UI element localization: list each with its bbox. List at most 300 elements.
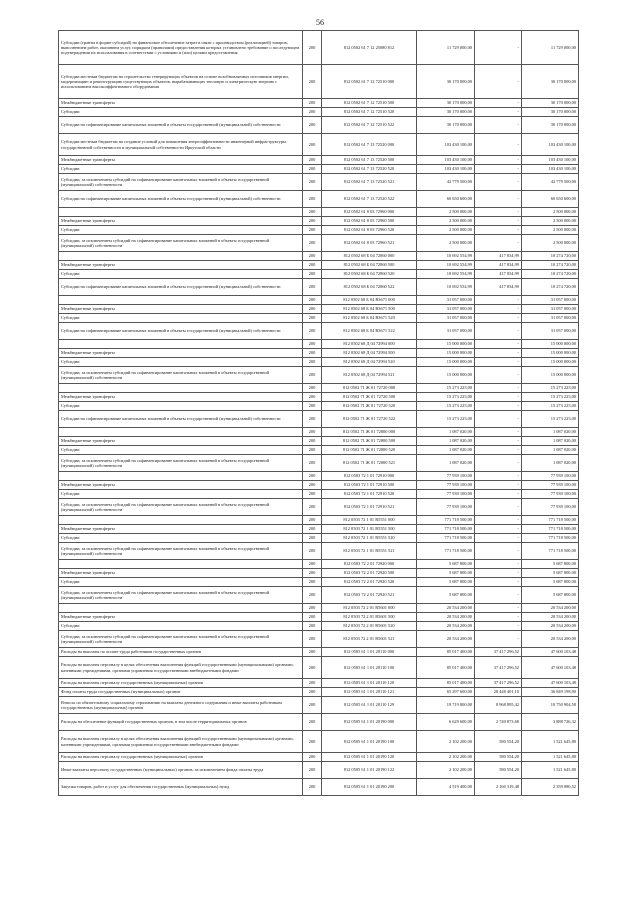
row-code-cell: 200: [303, 235, 322, 252]
row-kbk-cell: 812 0503 72 1 01 72910 500: [322, 481, 417, 490]
table-row: [59, 384, 579, 393]
table-row: [59, 156, 579, 165]
table-row: [59, 569, 579, 578]
row-kbk-cell: 812 0502 68 Д 04 72994 000: [322, 340, 417, 349]
row-executed-cell: -: [475, 587, 522, 604]
row-kbk-cell: 812 0502 68 Б 04 R3671 500: [322, 305, 417, 314]
table-row: [59, 411, 579, 428]
row-unexecuted-cell: 1 087 020,00: [522, 437, 579, 446]
row-code-cell: 200: [303, 437, 322, 446]
row-code-cell: 200: [303, 714, 322, 731]
row-executed-cell: 37 417 296,52: [475, 679, 522, 688]
row-executed-cell: 417 834,99: [475, 261, 522, 270]
row-kbk-cell: 812 0502 61 7 12 25080 812: [322, 31, 417, 65]
row-kbk-cell: 812 0503 72 1 01 72910 000: [322, 472, 417, 481]
row-approved-cell: 20 534 200,00: [417, 613, 475, 622]
row-approved-cell: 6 629 600,00: [417, 714, 475, 731]
row-name-cell: Субсидии: [59, 446, 303, 455]
row-name-cell: Субсидии на софинансирование капитальных вложений в объекты государственной (муниципальной) собственности: [59, 411, 303, 428]
row-executed-cell: -: [475, 393, 522, 402]
row-approved-cell: 30 170 000,00: [417, 65, 475, 99]
row-name-cell: Межбюджетные трансферты: [59, 99, 303, 108]
table-row: [59, 108, 579, 117]
row-approved-cell: 771 718 500,00: [417, 525, 475, 534]
row-code-cell: 200: [303, 31, 322, 65]
table-row: [59, 446, 579, 455]
row-unexecuted-cell: 5 687 800,00: [522, 587, 579, 604]
table-row: [59, 455, 579, 472]
table-row: [59, 323, 579, 340]
row-executed-cell: -: [475, 534, 522, 543]
table-row: [59, 657, 579, 679]
row-kbk-cell: 812 0502 61 7 13 72520 521: [322, 174, 417, 191]
table-row: [59, 65, 579, 99]
table-row: [59, 648, 579, 657]
row-executed-cell: -: [475, 613, 522, 622]
row-kbk-cell: 812 0503 72 2 01 R5601 521: [322, 631, 417, 648]
row-approved-cell: 10 692 554,99: [417, 270, 475, 279]
row-approved-cell: 85 017 400,00: [417, 657, 475, 679]
table-row: [59, 525, 579, 534]
row-approved-cell: 2 102 200,00: [417, 731, 475, 753]
row-kbk-cell: 812 0503 72 1 01 R5551 520: [322, 534, 417, 543]
row-code-cell: 200: [303, 226, 322, 235]
row-unexecuted-cell: 771 718 500,00: [522, 543, 579, 560]
table-row: [59, 296, 579, 305]
row-approved-cell: 77 939 100,00: [417, 499, 475, 516]
row-code-cell: 200: [303, 569, 322, 578]
table-row: [59, 134, 579, 156]
table-row: [59, 261, 579, 270]
row-unexecuted-cell: 771 718 500,00: [522, 525, 579, 534]
row-kbk-cell: 812 0502 61 8 03 72960 500: [322, 217, 417, 226]
row-executed-cell: 37 417 296,52: [475, 657, 522, 679]
table-row: [59, 217, 579, 226]
row-approved-cell: 31 057 000,00: [417, 314, 475, 323]
row-approved-cell: 77 939 100,00: [417, 472, 475, 481]
row-code-cell: 200: [303, 499, 322, 516]
row-executed-cell: -: [475, 437, 522, 446]
row-name-cell: Субсидии, за исключением субсидий на софинансирование капитальных вложений в объекты государственной (муниципальной) собственности: [59, 499, 303, 516]
row-unexecuted-cell: 15 000 000,00: [522, 358, 579, 367]
row-name-cell: Фонд оплаты труда государственных (муниципальных) органов: [59, 688, 303, 697]
row-unexecuted-cell: 60 650 600,00: [522, 191, 579, 208]
row-approved-cell: 42 779 500,00: [417, 174, 475, 191]
row-executed-cell: -: [475, 323, 522, 340]
row-approved-cell: 31 057 000,00: [417, 296, 475, 305]
row-code-cell: 200: [303, 525, 322, 534]
row-executed-cell: -: [475, 296, 522, 305]
table-row: [59, 428, 579, 437]
row-kbk-cell: 812 0502 68 Б 04 R3671 520: [322, 314, 417, 323]
row-name-cell: Субсидии (гранты в форме субсидий) на финансовое обеспечение затрат в связи с производством (реализацией) товаров, выполнением работ, оказанием услуг, порядком (правилами) предоставления которых установлено требование о последующем подтверждении их использования в соответствии с условиями и (или) целями предоставления: [59, 31, 303, 65]
row-code-cell: 200: [303, 270, 322, 279]
row-executed-cell: -: [475, 349, 522, 358]
row-executed-cell: -: [475, 156, 522, 165]
row-unexecuted-cell: 47 600 103,48: [522, 657, 579, 679]
row-kbk-cell: 812 0503 72 2 01 R5601 500: [322, 613, 417, 622]
row-name-cell: Субсидии, за исключением субсидий на софинансирование капитальных вложений в объекты государственной (муниципальной) собственности: [59, 174, 303, 191]
row-approved-cell: 5 687 800,00: [417, 569, 475, 578]
row-executed-cell: -: [475, 367, 522, 384]
row-unexecuted-cell: 15 273 225,00: [522, 402, 579, 411]
row-code-cell: 200: [303, 252, 322, 261]
row-code-cell: 200: [303, 411, 322, 428]
row-unexecuted-cell: 103 430 100,00: [522, 156, 579, 165]
row-approved-cell: 20 534 200,00: [417, 622, 475, 631]
row-executed-cell: -: [475, 226, 522, 235]
row-approved-cell: 30 170 000,00: [417, 117, 475, 134]
row-kbk-cell: 812 0503 72 1 01 R5551 500: [322, 525, 417, 534]
row-unexecuted-cell: 20 534 200,00: [522, 631, 579, 648]
row-unexecuted-cell: 1 521 645,80: [522, 753, 579, 762]
row-name-cell: Субсидии, за исключением субсидий на софинансирование капитальных вложений в объекты государственной (муниципальной) собственности: [59, 543, 303, 560]
row-approved-cell: 2 500 000,00: [417, 217, 475, 226]
row-code-cell: 200: [303, 99, 322, 108]
row-approved-cell: 31 057 000,00: [417, 323, 475, 340]
row-executed-cell: -: [475, 560, 522, 569]
row-executed-cell: -: [475, 499, 522, 516]
row-name-cell: Субсидии, за исключением субсидий на софинансирование капитальных вложений в объекты государственной (муниципальной) собственности: [59, 235, 303, 252]
row-name-cell: Межбюджетные трансферты: [59, 437, 303, 446]
row-unexecuted-cell: 10 274 720,00: [522, 252, 579, 261]
table-row: [59, 174, 579, 191]
row-approved-cell: 4 519 400,00: [417, 779, 475, 796]
row-kbk-cell: 812 0505 61 1 01 20190 120: [322, 753, 417, 762]
row-name-cell: Субсидии, за исключением субсидий на софинансирование капитальных вложений в объекты государственной (муниципальной) собственности: [59, 367, 303, 384]
row-approved-cell: 1 087 020,00: [417, 437, 475, 446]
row-approved-cell: 2 500 000,00: [417, 208, 475, 217]
row-approved-cell: 2 500 000,00: [417, 235, 475, 252]
row-unexecuted-cell: 10 274 720,00: [522, 270, 579, 279]
row-unexecuted-cell: 31 057 000,00: [522, 323, 579, 340]
row-executed-cell: -: [475, 235, 522, 252]
table-row: [59, 349, 579, 358]
row-unexecuted-cell: 77 939 100,00: [522, 472, 579, 481]
row-unexecuted-cell: 30 170 000,00: [522, 65, 579, 99]
row-name-cell: Субсидии, за исключением субсидий на софинансирование капитальных вложений в объекты государственной (муниципальной) собственности: [59, 455, 303, 472]
row-approved-cell: 15 273 225,00: [417, 411, 475, 428]
row-kbk-cell: 812 0505 61 1 01 20110 120: [322, 679, 417, 688]
row-kbk-cell: 812 0502 61 7 13 72520 000: [322, 134, 417, 156]
row-name-cell: Расходы на обеспечение функций государственных органов, в том числе территориальных органов: [59, 714, 303, 731]
row-executed-cell: -: [475, 525, 522, 534]
row-name-cell: Субсидии: [59, 165, 303, 174]
row-code-cell: 200: [303, 305, 322, 314]
row-code-cell: 200: [303, 208, 322, 217]
row-name-cell: Субсидии, за исключением субсидий на софинансирование капитальных вложений в объекты государственной (муниципальной) собственности: [59, 631, 303, 648]
table-row: [59, 622, 579, 631]
table-row: [59, 340, 579, 349]
row-name-cell: Расходы на выплаты персоналу государственных (муниципальных) органов: [59, 753, 303, 762]
row-unexecuted-cell: 30 170 000,00: [522, 99, 579, 108]
row-approved-cell: 771 718 500,00: [417, 543, 475, 560]
row-unexecuted-cell: 30 170 000,00: [522, 108, 579, 117]
row-approved-cell: 85 017 400,00: [417, 679, 475, 688]
row-executed-cell: -: [475, 472, 522, 481]
row-executed-cell: 580 554,20: [475, 731, 522, 753]
row-name-cell: Иные выплаты персоналу государственных (муниципальных) органов, за исключением фонда оплаты труда: [59, 762, 303, 779]
row-unexecuted-cell: 11 729 000,00: [522, 31, 579, 65]
row-unexecuted-cell: 36 849 198,90: [522, 688, 579, 697]
row-kbk-cell: 812 0502 68 Б 04 72860 000: [322, 252, 417, 261]
row-executed-cell: -: [475, 134, 522, 156]
row-name-cell: Субсидии на софинансирование капитальных вложений в объекты государственной (муниципальной) собственности: [59, 117, 303, 134]
row-name-cell: Субсидии, за исключением субсидий на софинансирование капитальных вложений в объекты государственной (муниципальной) собственности: [59, 587, 303, 604]
table-row: [59, 490, 579, 499]
row-approved-cell: 771 718 500,00: [417, 516, 475, 525]
row-code-cell: 200: [303, 490, 322, 499]
row-code-cell: 200: [303, 587, 322, 604]
row-executed-cell: -: [475, 305, 522, 314]
row-kbk-cell: 812 0505 61 1 01 20110 100: [322, 657, 417, 679]
row-name-cell: Субсидии: [59, 622, 303, 631]
row-executed-cell: 37 417 296,52: [475, 648, 522, 657]
row-kbk-cell: 812 0503 72 1 01 72910 520: [322, 490, 417, 499]
table-row: [59, 208, 579, 217]
row-name-cell: [59, 516, 303, 525]
row-code-cell: 200: [303, 697, 322, 714]
row-unexecuted-cell: 10 274 720,00: [522, 261, 579, 270]
row-kbk-cell: 812 0502 61 7 13 72520 500: [322, 156, 417, 165]
row-approved-cell: 10 692 554,99: [417, 261, 475, 270]
row-approved-cell: 65 297 600,00: [417, 688, 475, 697]
row-kbk-cell: 812 0502 61 8 03 72960 520: [322, 226, 417, 235]
row-name-cell: Субсидии местным бюджетам на строительство генерирующих объектов на основе возобновляемых источников энергии, модернизацию и реконструкцию существующих объектов, вырабатывающих тепловую и электрическую энергию с использованием высокоэффективного оборудования: [59, 65, 303, 99]
row-executed-cell: -: [475, 65, 522, 99]
row-unexecuted-cell: 10 750 904,58: [522, 697, 579, 714]
row-code-cell: 200: [303, 261, 322, 270]
table-row: [59, 393, 579, 402]
row-unexecuted-cell: 1 087 020,00: [522, 428, 579, 437]
table-row: [59, 779, 579, 796]
row-unexecuted-cell: 15 000 000,00: [522, 340, 579, 349]
row-code-cell: 200: [303, 367, 322, 384]
row-unexecuted-cell: 103 430 100,00: [522, 134, 579, 156]
row-kbk-cell: 812 0503 72 2 01 72920 500: [322, 569, 417, 578]
row-code-cell: 200: [303, 117, 322, 134]
row-code-cell: 200: [303, 384, 322, 393]
row-name-cell: Расходы на выплаты по оплате труда работников государственных органов: [59, 648, 303, 657]
row-unexecuted-cell: 15 273 225,00: [522, 393, 579, 402]
row-kbk-cell: 812 0502 68 Б 04 72860 520: [322, 270, 417, 279]
row-code-cell: 200: [303, 108, 322, 117]
row-kbk-cell: 812 0502 61 8 03 72960 000: [322, 208, 417, 217]
table-row: [59, 165, 579, 174]
row-kbk-cell: 812 0505 61 1 01 20190 200: [322, 779, 417, 796]
row-name-cell: [59, 340, 303, 349]
row-kbk-cell: 812 0502 71 Ж 01 72720 522: [322, 411, 417, 428]
row-kbk-cell: 812 0502 71 Ж 01 72800 000: [322, 428, 417, 437]
table-row: [59, 753, 579, 762]
row-code-cell: 200: [303, 296, 322, 305]
row-approved-cell: 15 273 225,00: [417, 402, 475, 411]
row-kbk-cell: 812 0502 71 Ж 01 72720 520: [322, 402, 417, 411]
row-code-cell: 200: [303, 762, 322, 779]
row-code-cell: 200: [303, 358, 322, 367]
row-name-cell: Субсидии: [59, 108, 303, 117]
row-executed-cell: -: [475, 411, 522, 428]
row-code-cell: 200: [303, 217, 322, 226]
row-code-cell: 200: [303, 481, 322, 490]
row-kbk-cell: 812 0503 72 1 01 R5551 000: [322, 516, 417, 525]
row-approved-cell: 103 430 100,00: [417, 165, 475, 174]
row-name-cell: [59, 208, 303, 217]
row-executed-cell: 580 554,20: [475, 753, 522, 762]
table-row: [59, 31, 579, 65]
row-approved-cell: 15 000 000,00: [417, 367, 475, 384]
row-executed-cell: -: [475, 174, 522, 191]
row-executed-cell: -: [475, 569, 522, 578]
row-approved-cell: 771 718 500,00: [417, 534, 475, 543]
row-kbk-cell: 812 0502 68 Б 04 72860 522: [322, 279, 417, 296]
row-unexecuted-cell: 15 273 225,00: [522, 411, 579, 428]
row-code-cell: 200: [303, 753, 322, 762]
row-unexecuted-cell: 47 600 103,48: [522, 679, 579, 688]
row-approved-cell: 10 692 554,99: [417, 252, 475, 261]
table-row: [59, 279, 579, 296]
row-code-cell: 200: [303, 402, 322, 411]
row-code-cell: 200: [303, 323, 322, 340]
row-executed-cell: -: [475, 490, 522, 499]
row-kbk-cell: 812 0502 61 7 12 72510 520: [322, 108, 417, 117]
row-executed-cell: 417 834,99: [475, 270, 522, 279]
row-approved-cell: 103 430 100,00: [417, 156, 475, 165]
row-unexecuted-cell: 31 057 000,00: [522, 296, 579, 305]
row-code-cell: 200: [303, 604, 322, 613]
row-kbk-cell: 812 0502 71 Ж 01 72720 000: [322, 384, 417, 393]
row-unexecuted-cell: 42 779 500,00: [522, 174, 579, 191]
row-executed-cell: -: [475, 622, 522, 631]
table-row: [59, 358, 579, 367]
row-code-cell: 200: [303, 779, 322, 796]
row-executed-cell: -: [475, 402, 522, 411]
row-kbk-cell: 812 0505 61 1 01 20190 000: [322, 714, 417, 731]
row-name-cell: [59, 428, 303, 437]
row-code-cell: 200: [303, 191, 322, 208]
table-row: [59, 252, 579, 261]
row-approved-cell: 15 000 000,00: [417, 340, 475, 349]
row-kbk-cell: 812 0503 72 2 01 R5601 000: [322, 604, 417, 613]
row-unexecuted-cell: 20 534 200,00: [522, 604, 579, 613]
row-executed-cell: -: [475, 314, 522, 323]
row-approved-cell: 30 170 000,00: [417, 99, 475, 108]
row-code-cell: 200: [303, 622, 322, 631]
row-approved-cell: 5 687 800,00: [417, 560, 475, 569]
row-unexecuted-cell: 5 687 800,00: [522, 578, 579, 587]
row-code-cell: 200: [303, 349, 322, 358]
row-approved-cell: 5 687 800,00: [417, 587, 475, 604]
row-code-cell: 200: [303, 679, 322, 688]
row-code-cell: 200: [303, 340, 322, 349]
row-executed-cell: -: [475, 31, 522, 65]
row-name-cell: [59, 560, 303, 569]
row-kbk-cell: 812 0502 61 7 12 72510 522: [322, 117, 417, 134]
row-kbk-cell: 812 0505 61 1 01 20190 122: [322, 762, 417, 779]
table-row: [59, 714, 579, 731]
row-name-cell: [59, 296, 303, 305]
row-name-cell: Субсидии на софинансирование капитальных вложений в объекты государственной (муниципальной) собственности: [59, 323, 303, 340]
row-approved-cell: 20 534 200,00: [417, 631, 475, 648]
row-code-cell: 200: [303, 65, 322, 99]
row-executed-cell: -: [475, 165, 522, 174]
row-executed-cell: -: [475, 108, 522, 117]
row-code-cell: 200: [303, 165, 322, 174]
table-row: [59, 578, 579, 587]
row-unexecuted-cell: 5 687 800,00: [522, 560, 579, 569]
row-kbk-cell: 812 0503 72 1 01 R5551 521: [322, 543, 417, 560]
row-approved-cell: 85 017 400,00: [417, 648, 475, 657]
row-name-cell: Субсидии: [59, 358, 303, 367]
row-name-cell: Субсидии: [59, 226, 303, 235]
row-code-cell: 200: [303, 174, 322, 191]
table-row: [59, 516, 579, 525]
row-code-cell: 200: [303, 543, 322, 560]
row-unexecuted-cell: 2 500 000,00: [522, 217, 579, 226]
row-approved-cell: 11 729 000,00: [417, 31, 475, 65]
row-name-cell: Межбюджетные трансферты: [59, 261, 303, 270]
table-row: [59, 99, 579, 108]
row-code-cell: 200: [303, 631, 322, 648]
row-executed-cell: -: [475, 384, 522, 393]
row-approved-cell: 5 687 800,00: [417, 578, 475, 587]
table-row: [59, 472, 579, 481]
row-kbk-cell: 812 0505 61 1 01 20110 121: [322, 688, 417, 697]
row-kbk-cell: 812 0503 72 2 01 72920 000: [322, 560, 417, 569]
table-row: [59, 314, 579, 323]
row-approved-cell: 20 534 200,00: [417, 604, 475, 613]
row-executed-cell: -: [475, 340, 522, 349]
row-name-cell: Межбюджетные трансферты: [59, 305, 303, 314]
table-row: [59, 543, 579, 560]
row-unexecuted-cell: 31 057 000,00: [522, 314, 579, 323]
row-approved-cell: 77 939 100,00: [417, 481, 475, 490]
row-unexecuted-cell: 103 430 100,00: [522, 165, 579, 174]
row-unexecuted-cell: 771 718 500,00: [522, 516, 579, 525]
row-kbk-cell: 812 0502 68 Д 04 72994 521: [322, 367, 417, 384]
row-code-cell: 200: [303, 534, 322, 543]
row-code-cell: 200: [303, 578, 322, 587]
row-unexecuted-cell: 2 359 080,52: [522, 779, 579, 796]
row-executed-cell: 28 448 401,10: [475, 688, 522, 697]
row-kbk-cell: 812 0503 72 2 01 R5601 520: [322, 622, 417, 631]
row-kbk-cell: 812 0502 71 Ж 01 72720 500: [322, 393, 417, 402]
row-approved-cell: 10 692 554,99: [417, 279, 475, 296]
table-row: [59, 587, 579, 604]
row-name-cell: Межбюджетные трансферты: [59, 217, 303, 226]
row-kbk-cell: 812 0503 72 2 01 72920 521: [322, 587, 417, 604]
row-executed-cell: -: [475, 117, 522, 134]
table-row: [59, 534, 579, 543]
row-executed-cell: 8 968 895,42: [475, 697, 522, 714]
row-kbk-cell: 812 0503 72 2 01 72920 520: [322, 578, 417, 587]
row-executed-cell: 417 834,99: [475, 252, 522, 261]
table-row: [59, 367, 579, 384]
row-approved-cell: 2 500 000,00: [417, 226, 475, 235]
row-unexecuted-cell: 3 888 726,32: [522, 714, 579, 731]
table-row: [59, 560, 579, 569]
row-unexecuted-cell: 2 500 000,00: [522, 226, 579, 235]
row-code-cell: 200: [303, 393, 322, 402]
row-executed-cell: 2 160 319,48: [475, 779, 522, 796]
row-executed-cell: -: [475, 358, 522, 367]
row-kbk-cell: 812 0502 61 7 13 72520 520: [322, 165, 417, 174]
row-name-cell: Межбюджетные трансферты: [59, 349, 303, 358]
row-name-cell: Субсидии на софинансирование капитальных вложений в объекты государственной (муниципальной) собственности: [59, 191, 303, 208]
row-unexecuted-cell: 1 087 020,00: [522, 455, 579, 472]
row-name-cell: [59, 604, 303, 613]
row-unexecuted-cell: 771 718 500,00: [522, 534, 579, 543]
